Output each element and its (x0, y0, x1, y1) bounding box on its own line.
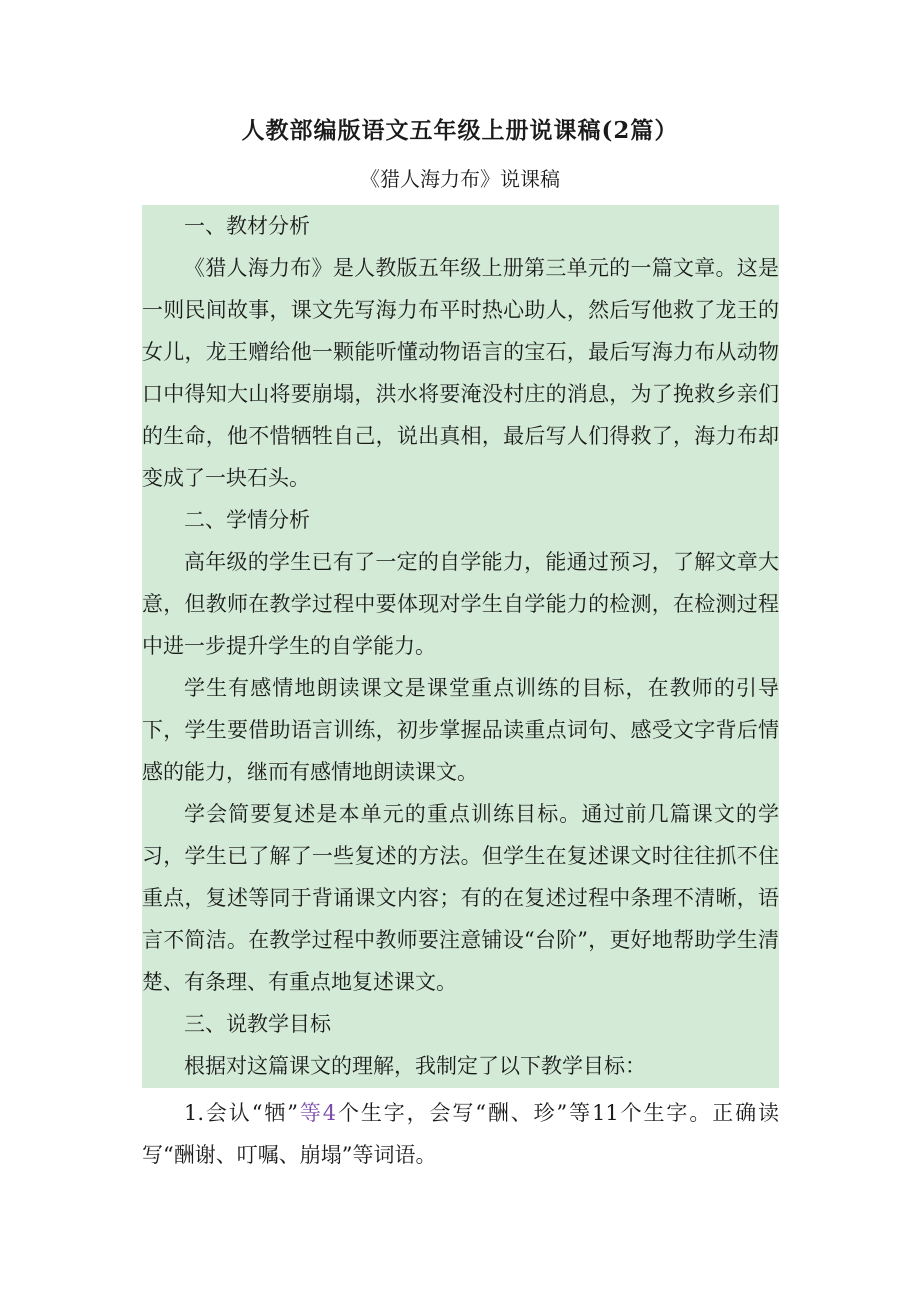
document-title: 人教部编版语文五年级上册说课稿(2篇） (241, 117, 679, 144)
section2-paragraph-2: 学生有感情地朗读课文是课堂重点训练的目标，在教师的引导下，学生要借助语言训练，初步掌握品读重点词句、感受文字背后情感的能力，继而有感情地朗读课文。 (142, 676, 779, 784)
highlighted-content (142, 205, 779, 1087)
goal1-prefix: 1.会认“牺” (184, 1101, 298, 1125)
document-subtitle: 《猎人海力布》说课稿 (360, 167, 560, 191)
goals-content (142, 1092, 779, 1176)
section2-paragraph-1: 高年级的学生已有了一定的自学能力，能通过预习，了解文章大意，但教师在教学过程中要体现对学生自学能力的检测，在检测过程中进一步提升学生的自学能力。 (142, 550, 779, 658)
goal-1 (142, 1092, 779, 1176)
section3-heading: 三、说教学目标 (184, 1012, 331, 1036)
goal1-suffix: 个生字，会写“酬、珍”等11个生字。正确读写“酬谢、叮嘱、崩塌”等词语。 (142, 1101, 779, 1167)
section2-heading: 二、学情分析 (184, 508, 310, 532)
section3-intro: 根据对这篇课文的理解，我制定了以下教学目标： (184, 1054, 646, 1078)
section1-heading: 一、教材分析 (184, 214, 310, 238)
section1-paragraph: 《猎人海力布》是人教版五年级上册第三单元的一篇文章。这是一则民间故事，课文先写海力布平时热心助人，然后写他救了龙王的女儿，龙王赠给他一颗能听懂动物语言的宝石，最后写海力布从动物口中得知大山将要崩塌，洪水将要淹没村庄的消息，为了挽救乡亲们的生命，他不惜牺牲自己，说出真相，最后写人们得救了，海力布却变成了一块石头。 (142, 256, 779, 490)
section2-paragraph-3: 学会简要复述是本单元的重点训练目标。通过前几篇课文的学习，学生已了解了一些复述的方法。但学生在复述课文时往往抓不住重点，复述等同于背诵课文内容；有的在复述过程中条理不清晰，语言不简洁。在教学过程中教师要注意铺设“台阶”，更好地帮助学生清楚、有条理、有重点地复述课文。 (142, 802, 779, 994)
goal1-highlight: 等4 (297, 1101, 337, 1125)
